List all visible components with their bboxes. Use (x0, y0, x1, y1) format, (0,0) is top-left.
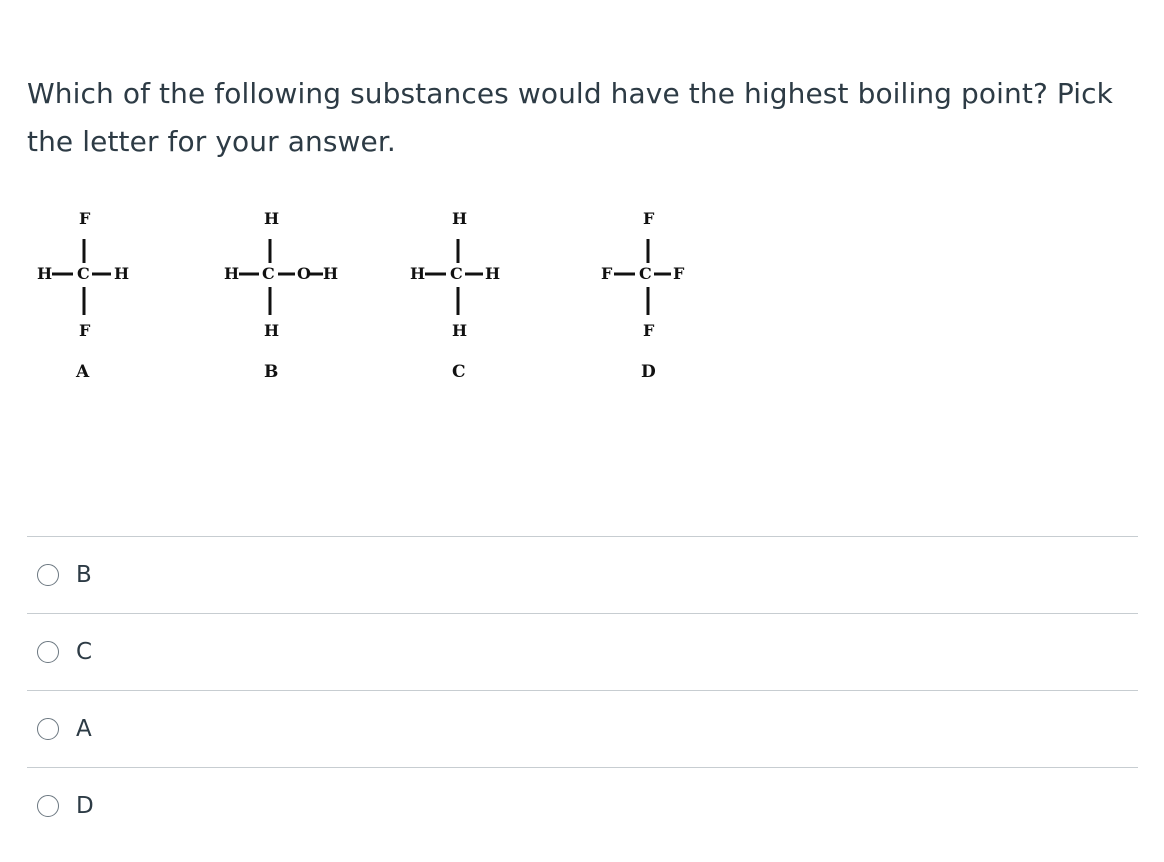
structure-a-right-atom: H (114, 264, 130, 283)
structure-b-bottom-atom: H (264, 321, 280, 340)
structure-d-top-atom: F (643, 209, 655, 228)
answer-option-b[interactable] (27, 536, 1138, 613)
radio-button[interactable] (37, 641, 59, 663)
radio-button[interactable] (37, 718, 59, 740)
question-text: Which of the following substances would have the highest boiling point? Pick the letter for your answer. (27, 77, 1113, 158)
structure-d-letter: D (641, 362, 656, 382)
structure-c (410, 209, 500, 382)
structure-b-hydroxyl-h-atom: H (323, 264, 339, 283)
structure-b-oxygen-atom: O (297, 264, 311, 283)
structure-b-center-atom: C (262, 264, 275, 283)
structure-d-bottom-atom: F (643, 321, 655, 340)
structure-c-bottom-atom: H (452, 321, 468, 340)
structure-c-letter: C (452, 362, 466, 382)
answer-option-d[interactable] (27, 767, 1138, 844)
structure-a-center-atom: C (77, 264, 90, 283)
structure-b-left-atom: H (224, 264, 240, 283)
structure-b-letter: B (264, 362, 279, 382)
radio-button[interactable] (37, 564, 59, 586)
structures-figure (0, 195, 720, 395)
answer-label[interactable]: C (76, 639, 93, 665)
answer-option-a[interactable] (27, 690, 1138, 767)
answer-label[interactable]: B (76, 562, 92, 588)
structure-c-top-atom: H (452, 209, 468, 228)
structure-c-right-atom: H (485, 264, 501, 283)
radio-button[interactable] (37, 795, 59, 817)
structure-d-right-atom: F (673, 264, 685, 283)
structure-c-left-atom: H (410, 264, 426, 283)
structure-d-center-atom: C (639, 264, 652, 283)
answer-option-c[interactable] (27, 613, 1138, 690)
structure-a-top-atom: F (79, 209, 91, 228)
structure-b-top-atom: H (264, 209, 280, 228)
structure-b (224, 209, 338, 382)
structure-c-center-atom: C (450, 264, 463, 283)
structure-a-left-atom: H (37, 264, 53, 283)
structure-d-left-atom: F (601, 264, 613, 283)
answer-label[interactable]: D (76, 793, 94, 819)
answer-list (27, 536, 1138, 844)
answer-label[interactable]: A (76, 716, 92, 742)
structure-a-letter: A (76, 362, 90, 382)
structure-a-bottom-atom: F (79, 321, 91, 340)
structure-d (601, 209, 685, 382)
structure-a (37, 209, 129, 382)
lewis-structures-image (0, 195, 720, 395)
